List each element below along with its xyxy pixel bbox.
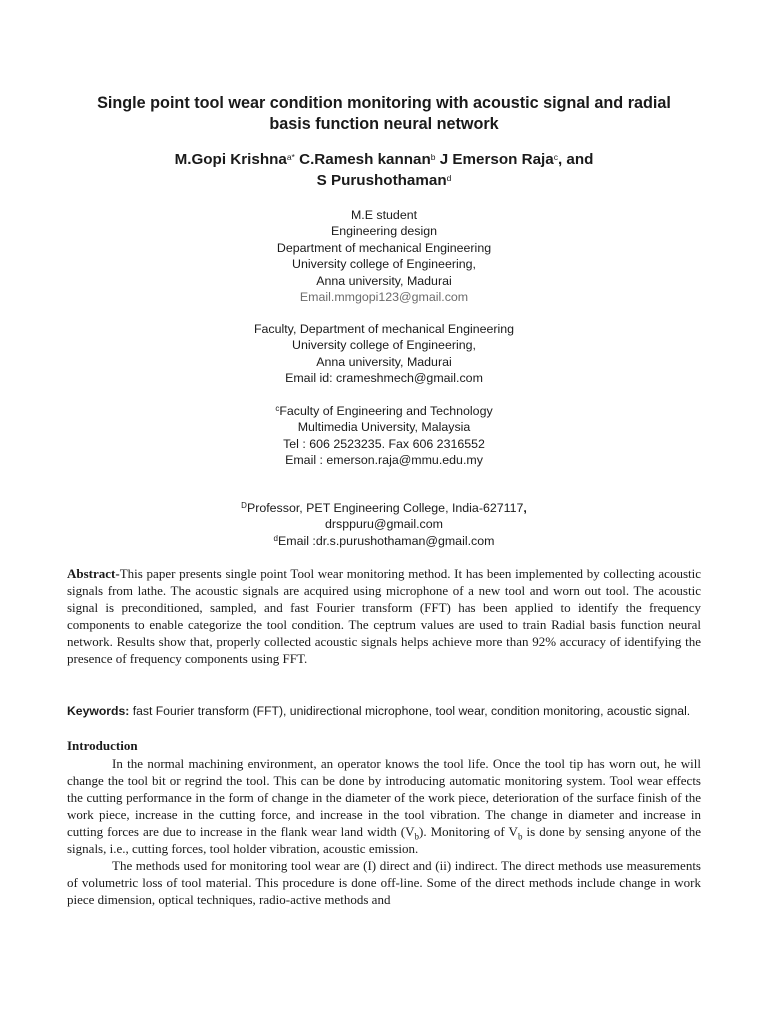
paper-title-line-2: basis function neural network — [269, 115, 499, 133]
author-affil-mark-4: d — [446, 173, 452, 183]
affiliation-a-line: Anna university, Madurai — [316, 273, 452, 288]
introduction-paragraph-2: The methods used for monitoring tool wear are (I) direct and (ii) indirect. The direct methods use measurements of volumetric loss of tool material. This procedure is done off-line. Some of the direct methods include change in work piece dimension, optical techniques, radio-active methods and — [67, 858, 701, 908]
author-affil-mark-3: c — [553, 152, 558, 162]
author-affil-mark-2: b — [430, 152, 436, 162]
keywords-label: Keywords: — [67, 704, 130, 718]
affiliation-a-email: Email.mmgopi123@gmail.com — [299, 290, 469, 305]
affiliation-a-line: University college of Engineering, — [292, 257, 476, 272]
affiliation-a-line: Engineering design — [330, 224, 438, 239]
affiliation-b-line: Faculty, Department of mechanical Engineering — [253, 322, 515, 336]
paper-title — [40, 93, 728, 135]
keywords — [67, 703, 701, 720]
affiliation-d-email-2: Email :dr.s.purushothaman@gmail.com — [278, 533, 495, 548]
introduction-paragraph-1 — [67, 755, 701, 857]
intro-text: ). Monitoring of V — [418, 824, 518, 840]
affiliation-d-name: Professor, PET Engineering College, India-627117 — [246, 501, 524, 515]
author-name-2: C.Ramesh kannan — [294, 151, 431, 168]
author-affil-mark-1: a* — [286, 152, 295, 162]
intro-subscript: b — [414, 831, 419, 842]
keywords-text: fast Fourier transform (FFT), unidirectional microphone, tool wear, condition monitoring, acoustic signal. — [129, 704, 691, 718]
affiliation-d-email-1: drsppuru@gmail.com — [325, 517, 443, 532]
intro-subscript: b — [517, 831, 523, 842]
affiliation-d-line — [40, 533, 728, 549]
author-name-1: M.Gopi Krishna — [174, 151, 287, 168]
author-line-1 — [40, 149, 728, 170]
affiliation-d-mark: D — [241, 501, 247, 510]
affiliation-a — [40, 207, 728, 305]
affiliation-c-line: Multimedia University, Malaysia — [297, 420, 471, 435]
introduction-body — [67, 755, 701, 908]
affiliation-c-phone: Tel : 606 2523235. Fax 606 2316552 — [283, 436, 485, 451]
abstract-text: This paper presents single point Tool wear monitoring method. It has been implemented by collecting acoustic signals from lathe. The acoustic signals are acquired using microphone of a new tool and worn out tool. The acoustic signal is preconditioned, sampled, and fast Fourier transform (FFT) has been applied to identify the frequency components to enable categorize the tool condition. The ceptrum values are used to train Radial basis function neural network. Results show that, properly collected acoustic signals helps achieve more than 92% accuracy of identifying the presence of frequency components using FFT. — [67, 566, 701, 667]
affiliation-b-line: Anna university, Madurai — [316, 354, 452, 369]
affiliation-d — [40, 500, 728, 549]
affiliation-c — [40, 403, 728, 469]
affiliation-a-line: Department of mechanical Engineering — [276, 240, 492, 255]
affiliation-a-line: M.E student — [350, 208, 418, 222]
affiliation-c-email: Email : emerson.raja@mmu.edu.my — [285, 453, 483, 468]
author-name-3: J Emerson Raja — [435, 151, 554, 168]
author-separator: , and — [557, 151, 594, 168]
author-name-4: S Purushothaman — [316, 172, 447, 189]
affiliation-c-mark: c — [275, 404, 280, 413]
affiliation-d-comma: , — [523, 501, 527, 515]
affiliation-b-email: Email id: crameshmech@gmail.com — [285, 371, 483, 386]
author-list — [40, 149, 728, 191]
affiliation-b — [40, 321, 728, 387]
affiliation-c-line — [40, 403, 728, 419]
abstract — [67, 565, 701, 667]
affiliation-d-mark-2: d — [273, 533, 278, 543]
paper-title-line-1: Single point tool wear condition monitoring with acoustic signal and radial — [97, 94, 671, 112]
abstract-label: Abstract- — [67, 566, 120, 581]
author-line-2 — [40, 170, 728, 191]
intro-text: In the normal machining environment, an operator knows the tool life. Once the tool tip has worn out, he will change the tool bit or regrind the tool. This can be done by introducing automatic monitoring system. Tool wear effects the cutting performance in the form of change in the diameter of the work piece, deterioration of the surface finish of the work piece, increase in the cutting force, and increase in the tool vibration. The change in diameter and increase in cutting forces are due to increase in the flank wear land width (V — [67, 756, 701, 840]
affiliation-d-line — [40, 500, 728, 516]
introduction-heading: Introduction — [67, 738, 138, 753]
affiliation-b-line: University college of Engineering, — [292, 338, 476, 353]
intro-text: is done by sensing anyone of the signals, i.e., cutting forces, tool holder vibration, acoustic emission. — [67, 824, 701, 857]
affiliation-c-name: Faculty of Engineering and Technology — [279, 404, 493, 418]
